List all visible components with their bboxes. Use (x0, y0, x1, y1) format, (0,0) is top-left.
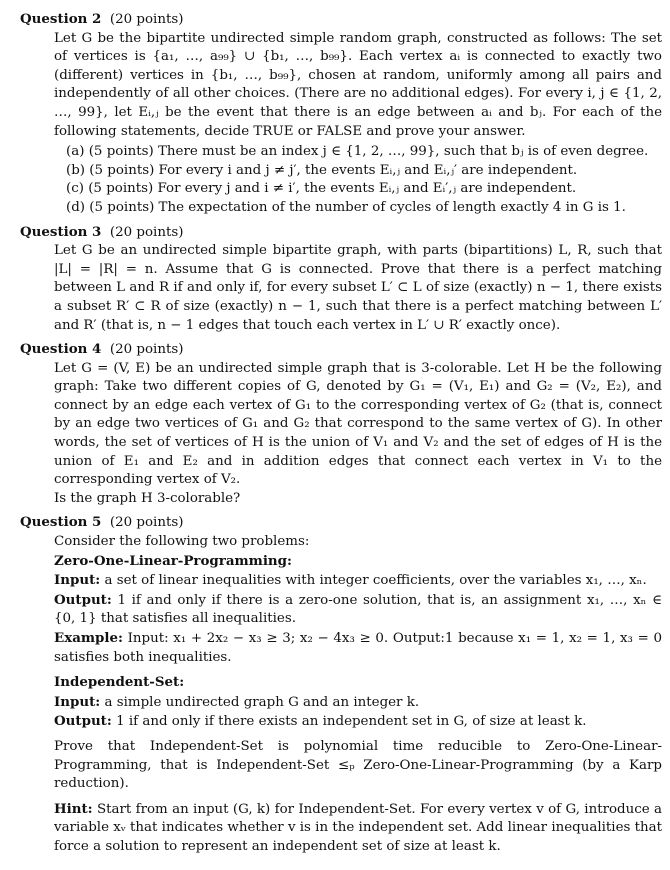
question-2-part-a: (a) (5 points) There must be an index j ∈ {1, 2, …, 99}, such that bⱼ is of even degree. (66, 144, 649, 160)
problem-2-output-text: 1 if and only if there exists an independent set in G, of size at least k. (116, 714, 587, 730)
question-4-question: Is the graph H 3-colorable? (54, 490, 241, 506)
problem-2-output-label: Output: (54, 713, 112, 730)
problem-1-output-label: Output: (54, 591, 112, 608)
question-3-heading (20, 223, 662, 243)
question-4-points: (20 points) (109, 342, 184, 358)
problem-1-example (54, 629, 662, 667)
problem-1-input-label: Input: (54, 572, 101, 589)
question-4 (20, 340, 662, 508)
problem-2-output (54, 712, 662, 732)
problem-1-output-text: 1 if and only if there is a zero-one solution, that is, an assignment x₁, …, xₙ ∈ {0, 1} that satisfies all inequalities. (54, 592, 662, 627)
problem-1-input (54, 571, 662, 591)
question-3 (20, 223, 662, 336)
question-5-heading (20, 513, 662, 533)
question-5-prove: Prove that Independent-Set is polynomial time reducible to Zero-One-Linear-Programming, that is Independent-Set ≤ₚ Zero-One-Linear-Programming (by a Karp reduction). (54, 738, 662, 792)
question-2-title: Question 2 (20, 11, 102, 27)
question-3-title: Question 3 (20, 223, 102, 240)
question-2-part-c: (c) (5 points) For every j and i ≠ i′, the events Eᵢ,ⱼ and Eᵢ′,ⱼ are independent. (66, 181, 577, 197)
question-5-title: Question 5 (20, 514, 102, 531)
question-5-hint (54, 800, 662, 857)
question-4-text: Let G = (V, E) be an undirected simple graph that is 3-colorable. Let H be the following graph: Take two different copies of G, denoted by G₁ = (V₁, E₁) and G₂ = (V₂, E₂), and connect by an edge each vertex of G₁ to the corresponding vertex of G₂ (that is, connect by an edge two vertices of G₁ and G₂ that correspond to the same vertex of G). In other words, the set of vertices of H is the union of V₁ and V₂ and the set of edges of H is the union of E₁ and E₂ and in addition edges that connect each vertex in V₁ to the corresponding vertex of V₂. (54, 360, 662, 488)
problem-1-example-label: Example: (54, 630, 123, 646)
problem-1-output (54, 591, 662, 629)
problem-1-input-text: a set of linear inequalities with integer coefficients, over the variables x₁, …, xₙ. (104, 573, 647, 589)
question-2-heading (20, 10, 662, 30)
question-2-part-b: (b) (5 points) For every i and j ≠ j′, the events Eᵢ,ⱼ and Eᵢ,ⱼ′ are independent. (66, 162, 578, 178)
question-5-intro: Consider the following two problems: (54, 534, 310, 550)
hint-text: Start from an input (G, k) for Independent-Set. For every vertex v of G, introduce a variable xᵥ that indicates whether v is in the independent set. Add linear inequalities that force a solution to represent an independent set of size at least k. (54, 801, 663, 854)
problem-2-name: Independent-Set: (54, 674, 185, 691)
question-5-points: (20 points) (109, 515, 184, 531)
question-2-part-d: (d) (5 points) The expectation of the number of cycles of length exactly 4 in G is 1. (66, 199, 626, 215)
question-4-heading (20, 340, 662, 360)
question-2-points: (20 points) (109, 12, 184, 27)
problem-1-example-text: Input: x₁ + 2x₂ − x₃ ≥ 3; x₂ − 4x₃ ≥ 0. Output:1 because x₁ = 1, x₂ = 1, x₃ = 0 satisfies both inequalities. (54, 631, 662, 665)
question-2-text: Let G be the bipartite undirected simple random graph, constructed as follows: The set of vertices is {a₁, …, a₉₉} ∪ {b₁, …, b₉₉}. Each vertex aᵢ is connected to exactly two (different) vertices in {b₁, …, b₉₉}, chosen at random, uniformly among all pairs and independently of all other choices. (There are no additional edges). For every i, j ∈ {1, 2, …, 99}, let Eᵢ,ⱼ be the event that there is an edge between aᵢ and bⱼ. For each of the following statements, decide TRUE or FALSE and prove your answer. (54, 30, 662, 139)
question-5 (20, 513, 662, 856)
question-2-parts (66, 143, 662, 217)
question-3-text: Let G be an undirected simple bipartite graph, with parts (bipartitions) L, R, such that |L| = |R| = n. Assume that G is connected. Prove that there is a perfect matching between L and R if and only if, for every subset L′ ⊂ L of size (exactly) n − 1, there exists a subset R′ ⊂ R of size (exactly) n − 1, such that there is a perfect matching between L′ and R′ (that is, n − 1 edges that touch each vertex in L′ ∪ R′ exactly once). (54, 243, 662, 333)
problem-2-input (54, 693, 662, 713)
problem-2-input-label: Input: (54, 693, 101, 710)
question-4-title: Question 4 (20, 341, 102, 358)
problem-1-name: Zero-One-Linear-Programming: (54, 552, 292, 569)
problem-2-input-text: a simple undirected graph G and an integer k. (104, 694, 420, 710)
question-2 (20, 10, 662, 218)
question-3-points: (20 points) (109, 224, 184, 240)
hint-label: Hint: (54, 800, 93, 817)
